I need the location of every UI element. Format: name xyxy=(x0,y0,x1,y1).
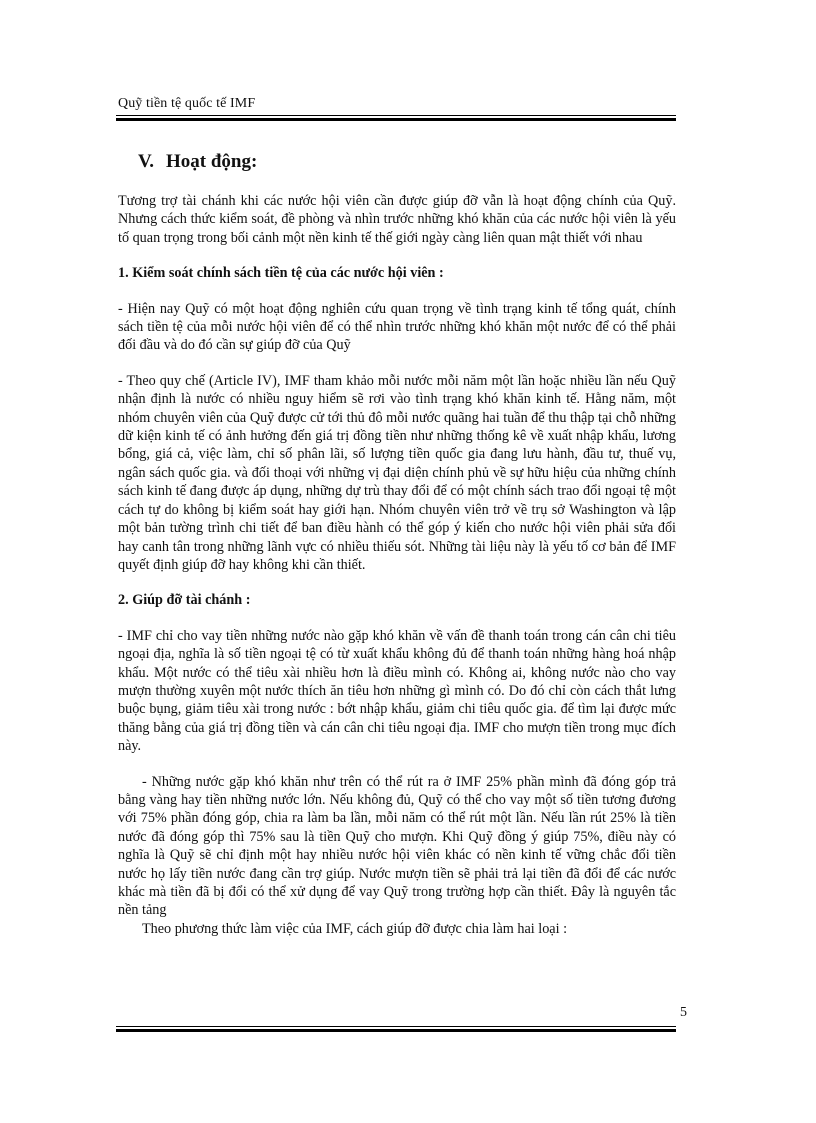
paragraph: - Theo quy chế (Article IV), IMF tham khảo mỗi nước mỗi năm một lần hoặc nhiều lần nếu Quỹ nhận định là nước có nhiều nguy hiểm sẽ rơi vào tình trạng khó khăn kinh tế. Hằng năm, một nhóm chuyên viên của Quỹ được cử tới thủ đô mỗi nước quãng hai tuần để thu thập tại chỗ những dữ kiện kinh tế có ảnh hưởng đến giá trị đồng tiền như những thống kê về xuất nhập khẩu, lương bổng, giá cả, việc làm, chỉ số phân lãi, số lượng tiền quốc gia đang lưu hành, đầu tư, thuế vụ, ngân sách quốc gia. và đối thoại với những vị đại diện chính phủ về sự hữu hiệu của những chính sách kinh tế đang được áp dụng, những dự trù thay đổi để có một chính sách trao đổi ngoại tệ một cách tự do không bị kiểm soát hay giới hạn. Nhóm chuyên viên trở về trụ sở Washington và lập một bản tường trình chi tiết để ban điều hành có thể góp ý kiến cho nước hội viên phải sửa đổi hay canh tân trong những lãnh vực có nhiều thiếu sót. Những tài liệu này là yếu tố cơ bản để IMF quyết định giúp đỡ hay không khi cần thiết. xyxy=(118,372,676,573)
subsection-heading-1: 1. Kiểm soát chính sách tiền tệ của các nước hội viên : xyxy=(118,265,444,282)
header-rule xyxy=(116,115,676,116)
subsection-heading-2: 2. Giúp đỡ tài chánh : xyxy=(118,592,251,609)
closing-paragraph: Theo phương thức làm việc của IMF, cách giúp đỡ được chia làm hai loại : xyxy=(142,920,568,937)
section-title: Hoạt động: xyxy=(166,151,258,172)
paragraph: - Những nước gặp khó khăn như trên có thể rút ra ở IMF 25% phần mình đã đóng góp trả bằng vàng hay tiền những nước lớn. Nếu không đủ, Quỹ có thể cho vay một số tiền tương đương với 75% phần đóng góp, chia ra làm ba lần, mỗi năm có thể rút một lần. Nếu lần rút 25% là tiền nước đã đóng góp thì 75% sau là tiền Quỹ cho mượn. Khi Quỹ đồng ý giúp 75%, điều này có nghĩa là Quỹ sẽ chỉ định một hay nhiều nước hội viên khác có nền kinh tế vững chắc đổi tiền nước họ lấy tiền nước đang cần trợ giúp. Nước mượn tiền sẽ phải trả lại tiền đã đổi để các nước khác mà tiền đã bị đổi có thể xử dụng để vay Quỹ trong trường hợp cần thiết. Đây là nguyên tắc nền tảng xyxy=(118,773,676,919)
paragraph: - IMF chỉ cho vay tiền những nước nào gặp khó khăn về vấn đề thanh toán trong cán cân chi tiêu ngoại địa, nghĩa là số tiền ngoại tệ có từ xuất khẩu không đủ để thanh toán những hàng hoá nhập khẩu. Một nước có thể tiêu xài nhiều hơn là điều mình có. Không ai, không nước nào cho vay mượn thường xuyên một nước thích ăn tiêu hơn những gì mình có. Do đó chỉ còn cách thắt lưng buộc bụng, giảm tiêu xài trong nước : bớt nhập khẩu, giảm chi tiêu quốc gia. để tìm lại được mức thăng bằng của giá trị đồng tiền và cán cân chi tiêu ngoại địa. IMF cho mượn tiền trong mục đích này. xyxy=(118,627,676,755)
section-heading xyxy=(138,150,676,174)
section-number: V. xyxy=(138,151,155,172)
footer-rule xyxy=(116,1026,676,1027)
intro-paragraph: Tương trợ tài chánh khi các nước hội viên cần được giúp đỡ vẫn là hoạt động chính của Quỹ. Nhưng cách thức kiểm soát, đề phòng và nhìn trước những khó khăn của các nước hội viên là yếu tố quan trọng trong bối cảnh một nền kinh tế thế giới ngày càng liên quan mật thiết với nhau xyxy=(118,193,676,246)
footer-rule-thick xyxy=(116,1029,676,1032)
running-header: Quỹ tiền tệ quốc tế IMF xyxy=(118,96,256,111)
page-number: 5 xyxy=(680,1005,687,1020)
paragraph: - Hiện nay Quỹ có một hoạt động nghiên cứu quan trọng về tình trạng kinh tế tổng quát, chính sách tiền tệ của mỗi nước hội viên để có thể nhìn trước những khó khăn một nước để có thể phải đối đầu và do đó cần sự giúp đỡ của Quỹ xyxy=(118,300,676,354)
header-rule-thick xyxy=(116,118,676,121)
document-body xyxy=(118,150,676,938)
